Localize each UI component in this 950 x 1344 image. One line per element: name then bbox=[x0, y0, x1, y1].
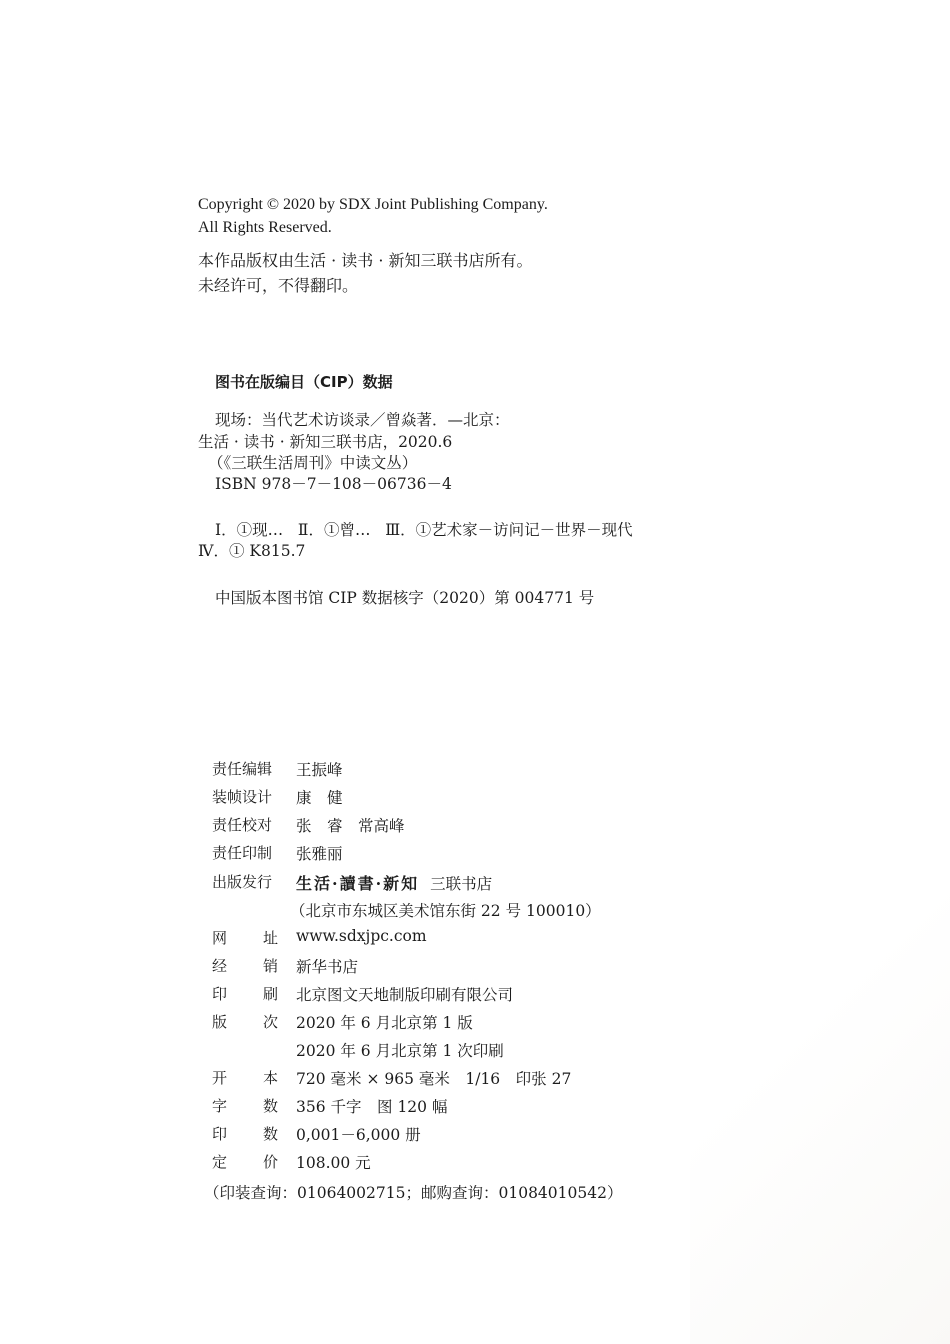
label-char-2: 价 bbox=[262, 1153, 278, 1171]
credit-value: 张雅丽 bbox=[296, 845, 343, 863]
format-value: 720 毫米 × 965 毫米 1/16 印张 27 bbox=[296, 1070, 572, 1088]
printer-value: 北京图文天地制版印刷有限公司 bbox=[296, 986, 514, 1004]
price-value: 108.00 元 bbox=[296, 1154, 371, 1172]
address-value: （北京市东城区美术馆东街 22 号 100010） bbox=[290, 902, 601, 920]
label-char-2: 次 bbox=[262, 1013, 278, 1031]
credit-label: 责任编辑 bbox=[212, 760, 273, 778]
cip-record-number: 中国版本图书馆 CIP 数据核字（2020）第 004771 号 bbox=[215, 589, 595, 607]
cip-isbn: ISBN 978－7－108－06736－4 bbox=[215, 475, 452, 493]
credit-label bbox=[212, 1095, 278, 1116]
contact-value: （印装查询：01064002715；邮购查询：01084010542） bbox=[204, 1184, 623, 1202]
label-char-1: 定 bbox=[212, 1153, 228, 1171]
label-char-1: 印 bbox=[212, 985, 228, 1003]
credit-label: 出版发行 bbox=[212, 873, 273, 891]
label-char-2: 销 bbox=[262, 957, 278, 975]
credit-value: 康 健 bbox=[296, 789, 343, 807]
label-char-1: 经 bbox=[212, 957, 228, 975]
credit-label bbox=[212, 1067, 278, 1088]
credit-label bbox=[212, 927, 278, 948]
credit-label bbox=[212, 1123, 278, 1144]
no-reprint-line: 未经许可，不得翻印。 bbox=[198, 276, 359, 295]
cip-line-2: 生活 · 读书 · 新知三联书店，2020.6 bbox=[198, 433, 453, 451]
label-char-2: 数 bbox=[262, 1125, 278, 1143]
label-char-1: 开 bbox=[212, 1069, 228, 1087]
website-value: www.sdxjpc.com bbox=[296, 927, 427, 945]
publisher-logo: 生活·讀書·新知 bbox=[296, 874, 420, 893]
cip-classification-2: Ⅳ．① K815.7 bbox=[198, 542, 306, 560]
label-char-2: 数 bbox=[262, 1097, 278, 1115]
edition-value: 2020 年 6 月北京第 1 版 bbox=[296, 1014, 473, 1032]
label-char-2: 刷 bbox=[262, 985, 278, 1003]
page-tint bbox=[690, 824, 950, 1344]
credit-label: 装帧设计 bbox=[212, 788, 273, 806]
credit-value: 王振峰 bbox=[296, 761, 343, 779]
label-char-1: 网 bbox=[212, 929, 228, 947]
credit-value: 张 睿 常高峰 bbox=[296, 817, 405, 835]
label-char-2: 址 bbox=[262, 929, 278, 947]
label-char-1: 印 bbox=[212, 1125, 228, 1143]
distributor-value: 新华书店 bbox=[296, 958, 359, 976]
copies-value: 0,001－6,000 册 bbox=[296, 1126, 421, 1144]
credit-label bbox=[212, 983, 278, 1004]
copyright-cn-line: 本作品版权由生活 · 读书 · 新知三联书店所有。 bbox=[198, 251, 533, 270]
label-char-1: 字 bbox=[212, 1097, 228, 1115]
credit-label bbox=[212, 1151, 278, 1172]
printing-value: 2020 年 6 月北京第 1 次印刷 bbox=[296, 1042, 504, 1060]
copyright-line: Copyright © 2020 by SDX Joint Publishing Company. bbox=[198, 196, 548, 213]
label-char-1: 版 bbox=[212, 1013, 228, 1031]
credit-contact bbox=[204, 1181, 622, 1203]
rights-reserved-line: All Rights Reserved. bbox=[198, 219, 332, 236]
words-value: 356 千字 图 120 幅 bbox=[296, 1098, 448, 1116]
credit-value bbox=[296, 871, 492, 894]
cip-line-3: （《三联生活周刊》中读文丛） bbox=[208, 454, 418, 472]
label-char-2: 本 bbox=[262, 1069, 278, 1087]
credit-label: 责任印制 bbox=[212, 844, 273, 862]
credit-label: 责任校对 bbox=[212, 816, 273, 834]
credit-label bbox=[212, 1011, 278, 1032]
cip-title: 图书在版编目（CIP）数据 bbox=[215, 373, 393, 391]
publisher-name: 三联书店 bbox=[430, 875, 493, 893]
cip-line-1: 现场：当代艺术访谈录／曾焱著．—北京： bbox=[215, 411, 510, 429]
credit-label bbox=[212, 955, 278, 976]
cip-classification-1: Ⅰ．①现… Ⅱ．①曾… Ⅲ．①艺术家－访问记－世界－现代 bbox=[215, 521, 633, 539]
